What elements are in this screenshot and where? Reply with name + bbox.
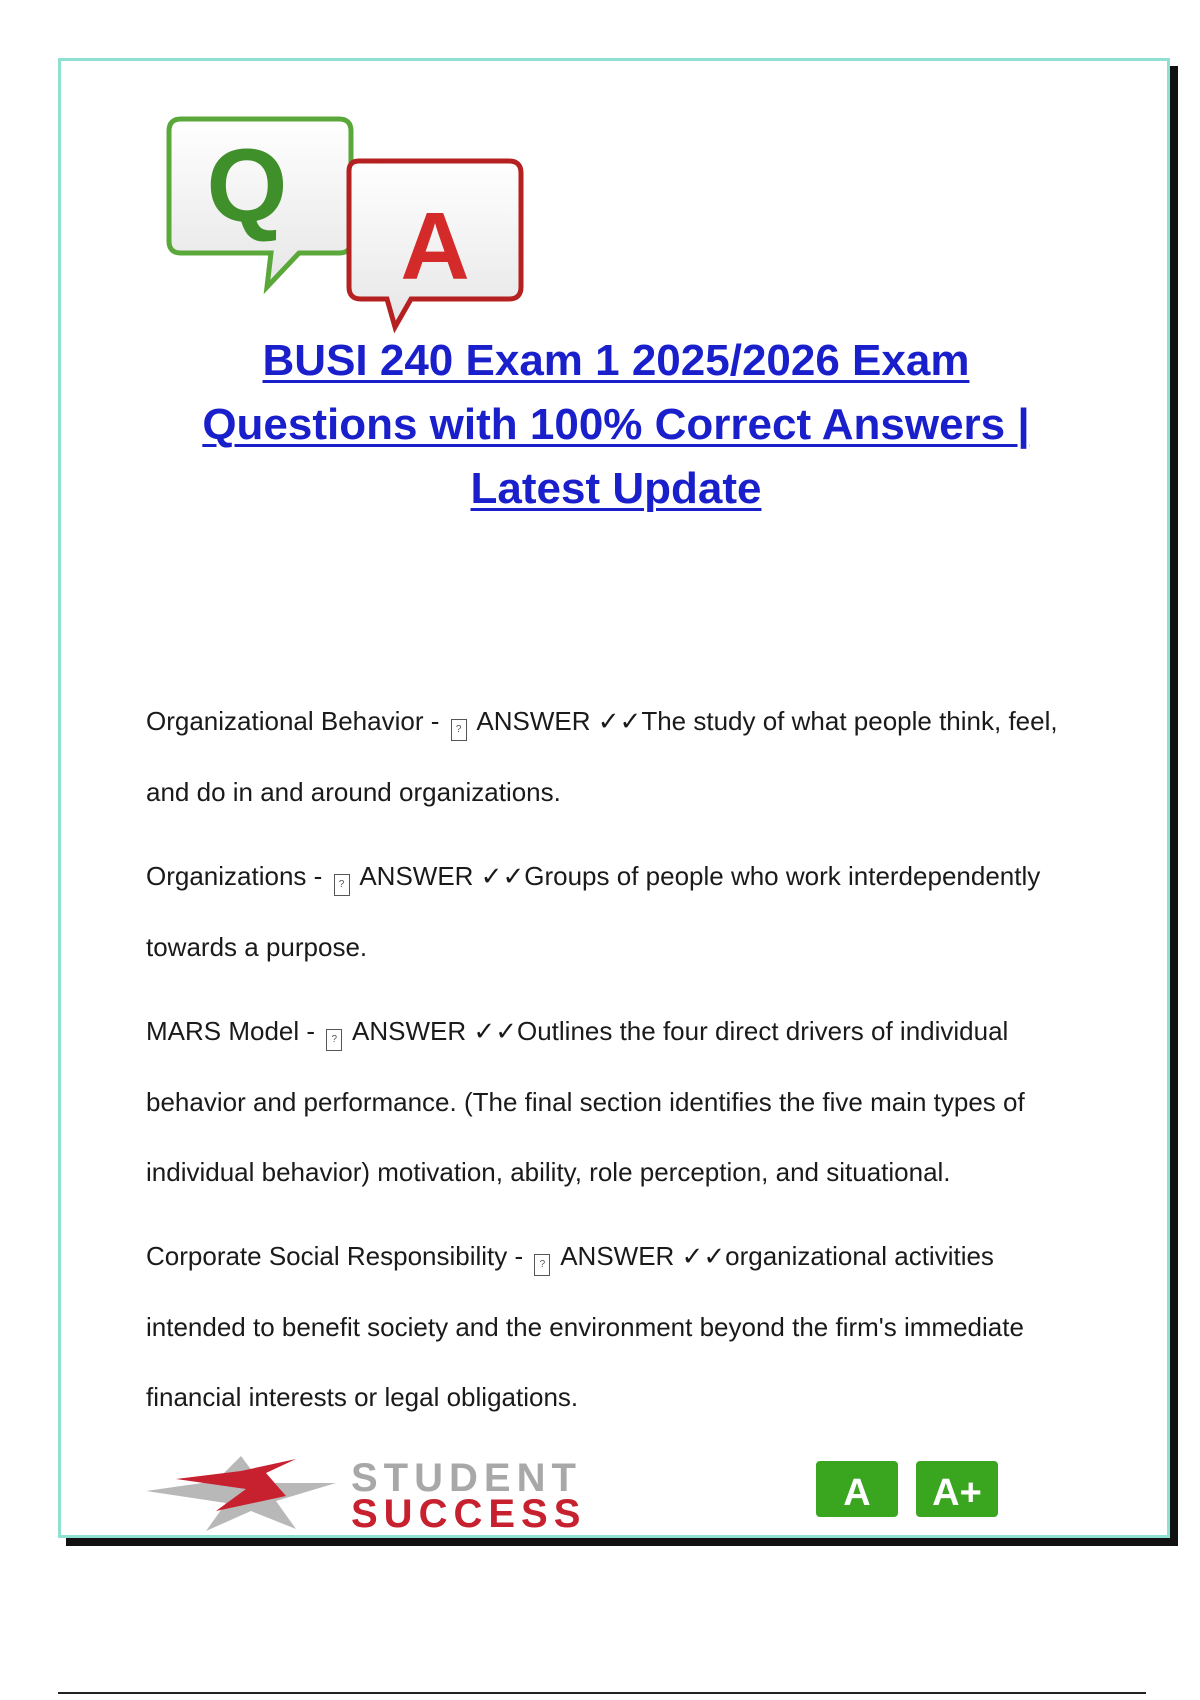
- qa-term: Organizations: [146, 861, 307, 891]
- qa-answer: Outlines the four direct drivers of individual behavior and performance. (The final section identifies the five main types of individual behavior) motivation, ability, role perception, and situational.: [146, 1016, 1025, 1187]
- q-bubble: [169, 119, 351, 287]
- page-bottom-rule: [58, 1692, 1146, 1694]
- svg-text:A: A: [843, 1472, 871, 1514]
- brand-line-success: SUCCESS: [351, 1492, 587, 1531]
- title-line-2: Questions with 100% Correct Answers |: [202, 400, 1030, 449]
- qa-answer: Groups of people who work interdependently towards a purpose.: [146, 861, 1041, 962]
- qa-term: MARS Model: [146, 1016, 300, 1046]
- a-bubble: [349, 161, 521, 327]
- answer-label: ANSWER: [353, 861, 481, 891]
- brand-line-student: STUDENT: [351, 1456, 582, 1500]
- qa-item: Organizational Behavior - ? ANSWER ✓✓The study of what people think, feel, and do in and around organizations.: [146, 706, 1058, 807]
- qa-item: Organizations - ? ANSWER ✓✓Groups of people who work interdependently towards a purpose.: [146, 861, 1041, 962]
- qa-answer: organizational activities intended to benefit society and the environment beyond the firm's immediate financial interests or legal obligations.: [146, 1241, 1024, 1412]
- missing-glyph-icon: ?: [334, 874, 350, 896]
- star-icon: [146, 1456, 336, 1531]
- answer-label: ANSWER: [554, 1241, 682, 1271]
- qa-answer: The study of what people think, feel, and do in and around organizations.: [146, 706, 1058, 807]
- title-line-1: BUSI 240 Exam 1 2025/2026 Exam: [262, 336, 970, 385]
- student-success-logo: [146, 1451, 1096, 1531]
- missing-glyph-icon: ?: [451, 719, 467, 741]
- qa-term: Corporate Social Responsibility: [146, 1241, 508, 1271]
- grade-badge-a-plus: [916, 1461, 998, 1517]
- qa-term: Organizational Behavior: [146, 706, 424, 736]
- qa-item: Corporate Social Responsibility - ? ANSWER ✓✓organizational activities intended to benefit society and the environment beyond the firm's immediate financial interests or legal obligations.: [146, 1241, 1024, 1412]
- qa-item: MARS Model - ? ANSWER ✓✓Outlines the four direct drivers of individual behavior and performance. (The final section identifies the five main types of individual behavior) motivation, ability, role perception, and situational.: [146, 1016, 1025, 1187]
- document-title: [131, 329, 1101, 521]
- answer-label: ANSWER: [346, 1016, 474, 1046]
- double-check-icon: ✓✓: [681, 1242, 726, 1272]
- answer-label: ANSWER: [470, 706, 598, 736]
- logo-q-letter: Q: [206, 128, 288, 244]
- document-page: [58, 58, 1170, 1538]
- svg-text:A+: A+: [932, 1472, 982, 1514]
- double-check-icon: ✓✓: [480, 862, 525, 892]
- double-check-icon: ✓✓: [597, 707, 642, 737]
- qa-list: [146, 686, 1096, 1446]
- logo-a-letter: A: [400, 193, 470, 300]
- missing-glyph-icon: ?: [534, 1254, 550, 1276]
- double-check-icon: ✓✓: [473, 1017, 517, 1047]
- title-line-3: Latest Update: [470, 464, 762, 513]
- missing-glyph-icon: ?: [326, 1029, 342, 1051]
- grade-badge-a: [816, 1461, 898, 1517]
